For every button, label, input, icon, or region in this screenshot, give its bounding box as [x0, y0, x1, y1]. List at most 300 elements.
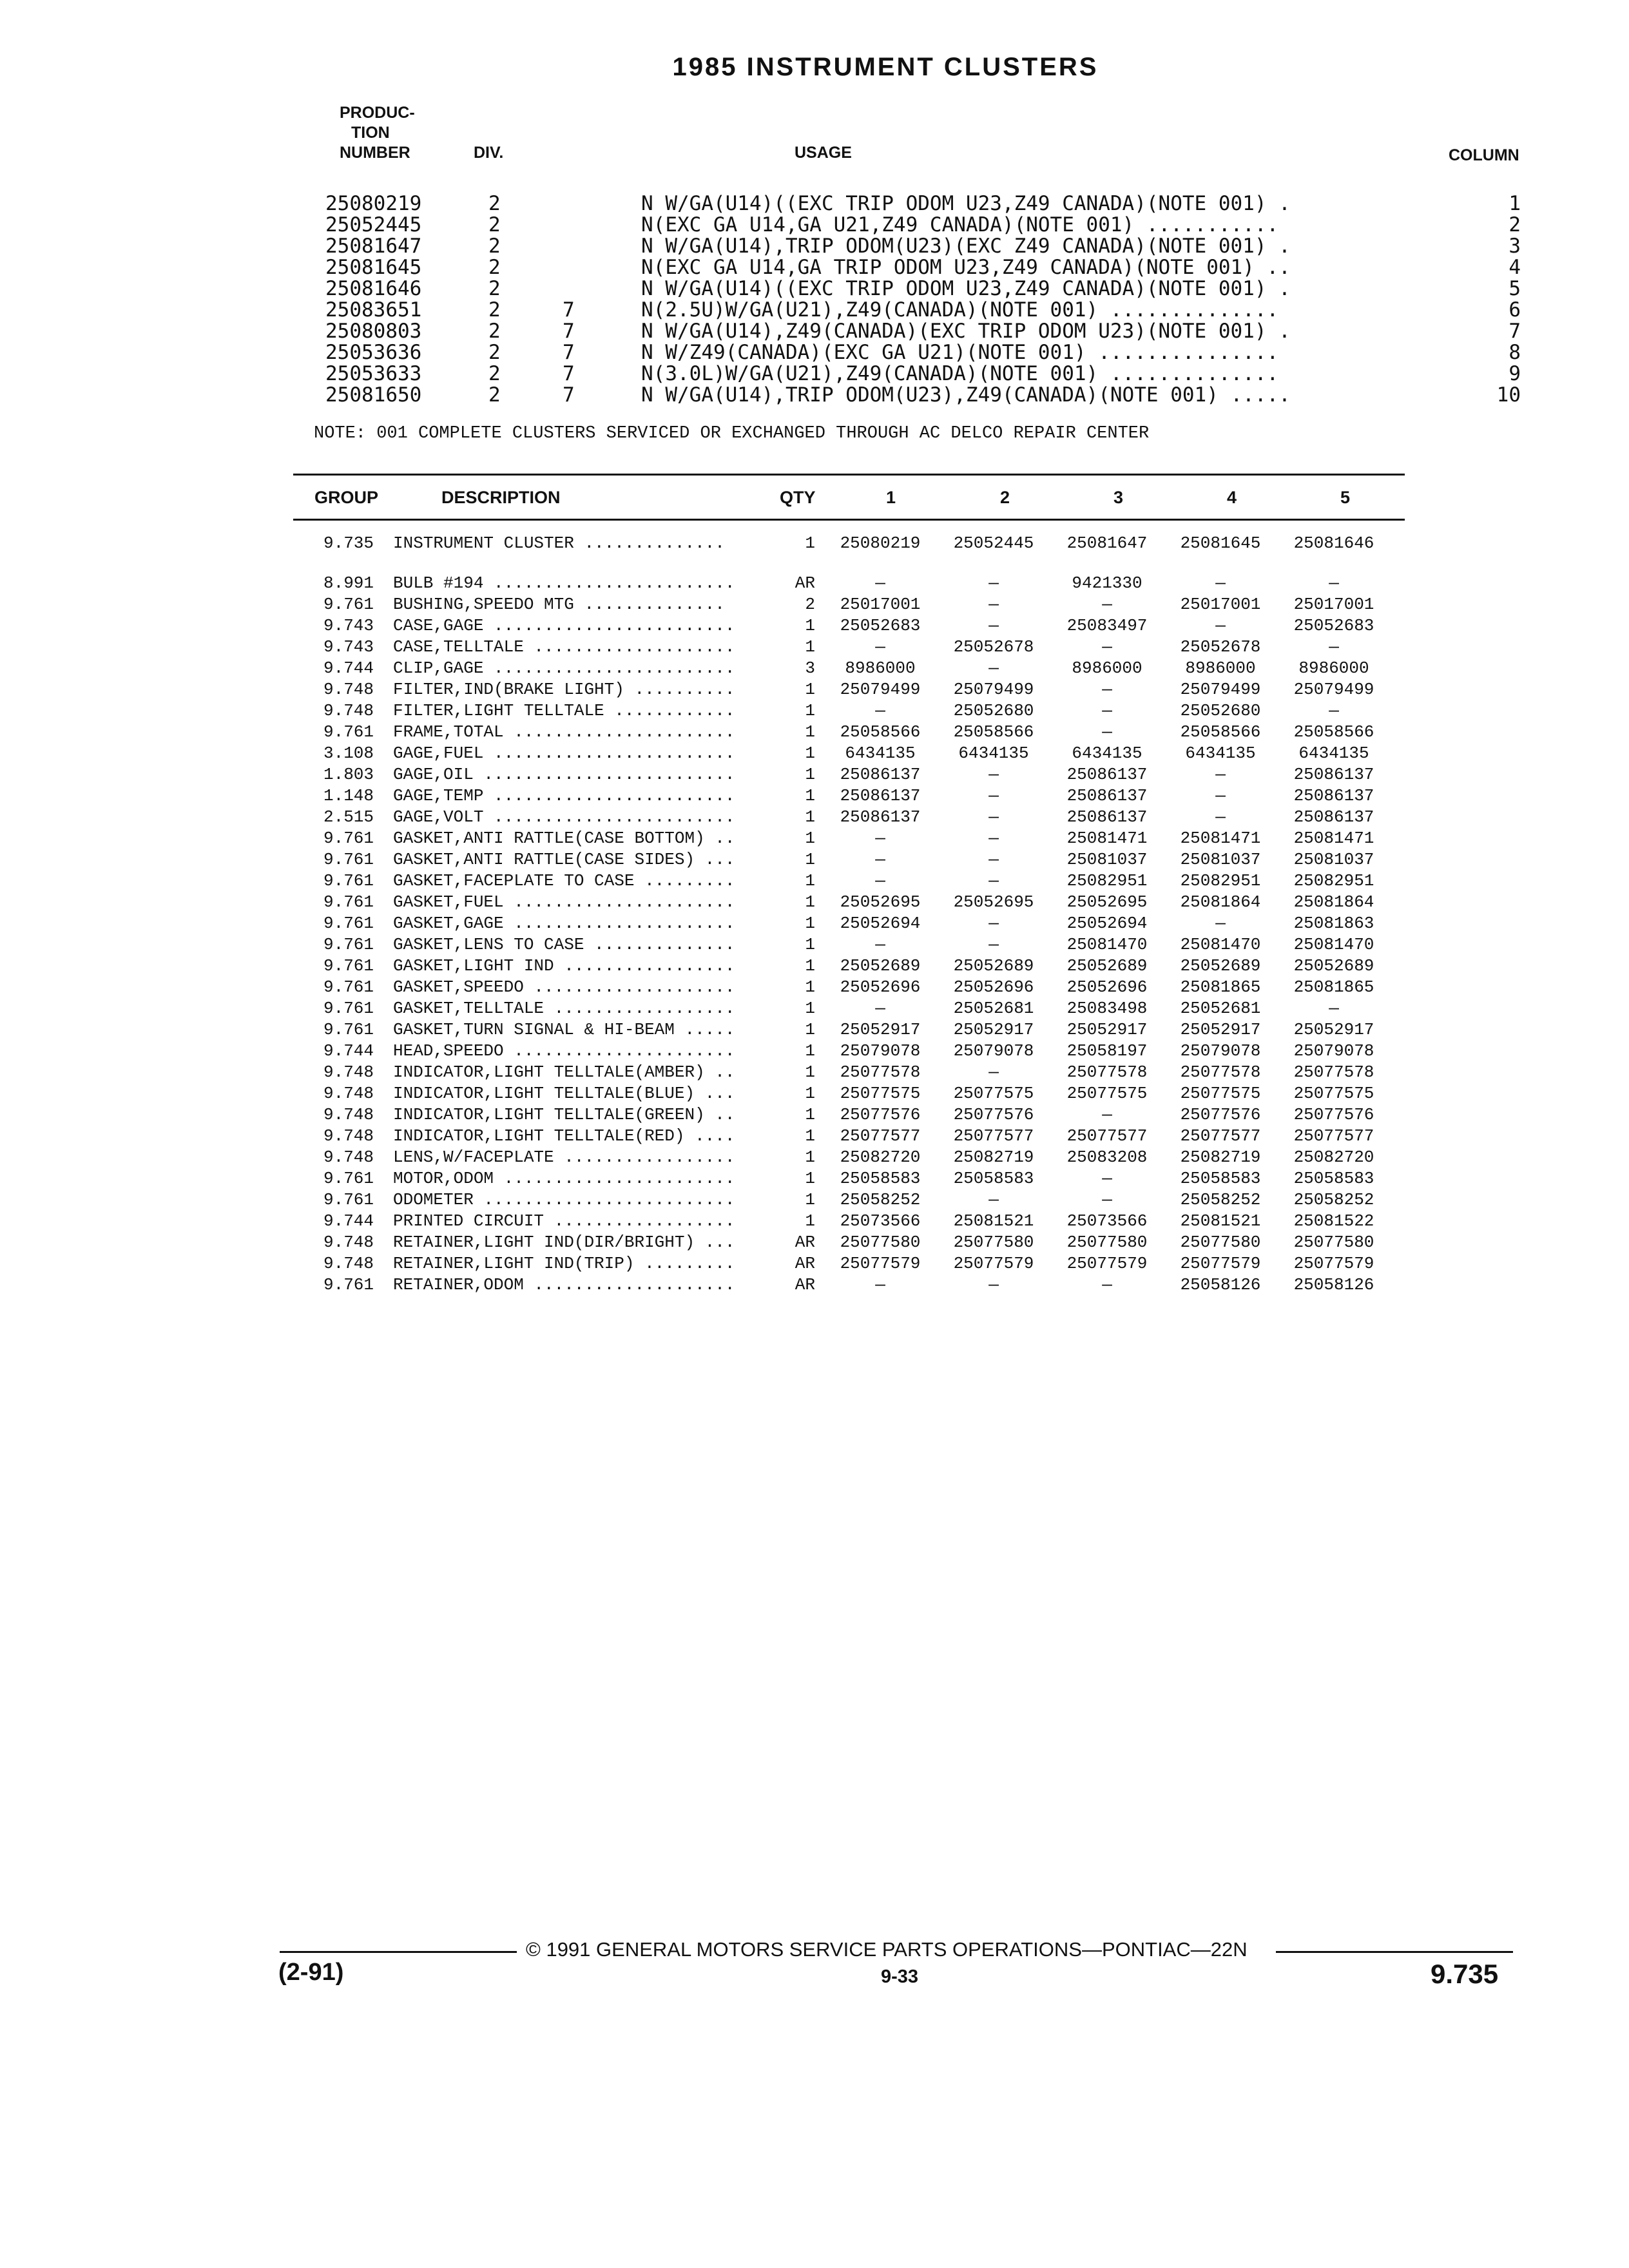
- description-cell: HEAD,SPEEDO ......................: [393, 1041, 735, 1061]
- qty-cell: 1: [805, 616, 815, 635]
- group-cell: 9.761: [323, 935, 374, 954]
- col-2-cell: 25052689: [953, 956, 1034, 975]
- column-header: COLUMN: [1449, 146, 1519, 164]
- qty-cell: 1: [805, 680, 815, 699]
- column-number: 8: [1509, 341, 1521, 364]
- prod-number-header: [340, 103, 415, 163]
- col-5-cell: —: [1329, 701, 1339, 720]
- description-cell: FILTER,LIGHT TELLTALE ............: [393, 701, 735, 720]
- description-cell: RETAINER,ODOM ....................: [393, 1275, 735, 1294]
- col-2-cell: —: [988, 850, 999, 869]
- col-3-cell: 25081470: [1066, 935, 1148, 954]
- col-1-cell: —: [875, 1275, 885, 1294]
- col-5-cell: 25081471: [1293, 829, 1374, 848]
- col-2-cell: —: [988, 595, 999, 614]
- col-5-cell: 25079499: [1293, 680, 1374, 699]
- col-1-cell: 25082720: [840, 1148, 921, 1167]
- col-5-cell: 25052683: [1293, 616, 1374, 635]
- col-1-cell: —: [875, 935, 885, 954]
- qty-cell: 3: [805, 658, 815, 678]
- group-cell: 9.748: [323, 1062, 374, 1082]
- col-1-cell: 25086137: [840, 807, 921, 827]
- col-2-cell: 25079499: [953, 680, 1034, 699]
- division-secondary: 7: [563, 362, 575, 385]
- col-2-cell: 25081521: [953, 1211, 1034, 1231]
- col-2-cell: —: [988, 914, 999, 933]
- column-number: 1: [1509, 192, 1521, 215]
- col-1-cell: 25052694: [840, 914, 921, 933]
- usage-header: USAGE: [795, 144, 852, 162]
- column-number: 3: [1509, 235, 1521, 258]
- group-cell: 9.748: [323, 1105, 374, 1124]
- col-4-cell: 25058126: [1180, 1275, 1261, 1294]
- col-2-cell: 25052695: [953, 892, 1034, 912]
- description-cell: GAGE,FUEL ........................: [393, 744, 735, 763]
- col-3-header: 3: [1113, 488, 1124, 507]
- division: 2: [488, 383, 501, 407]
- col-3-cell: 8986000: [1072, 658, 1142, 678]
- description-cell: MOTOR,ODOM .......................: [393, 1169, 735, 1188]
- col-5-cell: —: [1329, 999, 1339, 1018]
- col-1-cell: 25017001: [840, 595, 921, 614]
- column-number: 4: [1509, 256, 1521, 279]
- col-3-cell: 25086137: [1066, 765, 1148, 784]
- col-2-cell: 25058583: [953, 1169, 1034, 1188]
- column-number: 2: [1509, 213, 1521, 236]
- group-cell: 9.761: [323, 595, 374, 614]
- col-5-cell: 25081037: [1293, 850, 1374, 869]
- col-3-cell: 25083497: [1066, 616, 1148, 635]
- col-2-cell: 25052696: [953, 977, 1034, 997]
- table-header-rule: [293, 519, 1405, 521]
- col-5-cell: 25086137: [1293, 765, 1374, 784]
- division: 2: [488, 362, 501, 385]
- col-1-cell: —: [875, 871, 885, 890]
- footer-copyright: © 1991 GENERAL MOTORS SERVICE PARTS OPERATIONS—PONTIAC—22N: [526, 1938, 1248, 1961]
- production-number: 25080803: [325, 320, 422, 343]
- page-title: 1985 INSTRUMENT CLUSTERS: [672, 53, 1099, 81]
- description-cell: LENS,W/FACEPLATE .................: [393, 1148, 735, 1167]
- col-3-cell: 9421330: [1072, 573, 1142, 593]
- production-number: 25053636: [325, 341, 422, 364]
- column-number: 9: [1509, 362, 1521, 385]
- col-1-cell: 8986000: [845, 658, 916, 678]
- division: 2: [488, 256, 501, 279]
- col-2-cell: —: [988, 573, 999, 593]
- col-3-cell: 25052694: [1066, 914, 1148, 933]
- col-2-cell: 25052681: [953, 999, 1034, 1018]
- usage-text: N(EXC GA U14,GA U21,Z49 CANADA)(NOTE 001) ...........: [641, 213, 1279, 236]
- col-2-cell: 25077580: [953, 1233, 1034, 1252]
- group-cell: 9.748: [323, 1084, 374, 1103]
- col-2-header: 2: [1000, 488, 1010, 507]
- column-number: 6: [1509, 298, 1521, 322]
- col-5-cell: 8986000: [1298, 658, 1369, 678]
- qty-cell: 1: [805, 935, 815, 954]
- col-5-cell: 25077575: [1293, 1084, 1374, 1103]
- col-5-cell: 25082720: [1293, 1148, 1374, 1167]
- col-1-cell: 25077579: [840, 1254, 921, 1273]
- col-2-cell: 25058566: [953, 722, 1034, 742]
- qty-cell: 1: [805, 1062, 815, 1082]
- col-1-cell: —: [875, 573, 885, 593]
- col-2-cell: —: [988, 871, 999, 890]
- col-4-cell: 25017001: [1180, 595, 1261, 614]
- description-cell: PRINTED CIRCUIT ..................: [393, 1211, 735, 1231]
- description-cell: GASKET,TURN SIGNAL & HI-BEAM .....: [393, 1020, 735, 1039]
- usage-text: N W/GA(U14)((EXC TRIP ODOM U23,Z49 CANADA)(NOTE 001) .: [641, 192, 1291, 215]
- group-cell: 9.761: [323, 914, 374, 933]
- group-cell: 9.744: [323, 658, 374, 678]
- col-4-cell: 25077580: [1180, 1233, 1261, 1252]
- description-cell: CASE,TELLTALE ....................: [393, 637, 735, 657]
- table-top-rule: [293, 474, 1405, 476]
- col-1-cell: —: [875, 701, 885, 720]
- group-cell: 8.991: [323, 573, 374, 593]
- description-cell: GASKET,ANTI RATTLE(CASE BOTTOM) ..: [393, 829, 735, 848]
- col-4-cell: 25079078: [1180, 1041, 1261, 1061]
- col-5-cell: 25077576: [1293, 1105, 1374, 1124]
- description-cell: GASKET,TELLTALE ..................: [393, 999, 735, 1018]
- group-cell: 9.761: [323, 999, 374, 1018]
- usage-text: N(3.0L)W/GA(U21),Z49(CANADA)(NOTE 001) ..............: [641, 362, 1279, 385]
- col-4-cell: 25077579: [1180, 1254, 1261, 1273]
- group-cell: 9.748: [323, 1233, 374, 1252]
- description-cell: RETAINER,LIGHT IND(TRIP) .........: [393, 1254, 735, 1273]
- col-3-cell: 25052696: [1066, 977, 1148, 997]
- col-2-cell: —: [988, 1190, 999, 1209]
- division: 2: [488, 235, 501, 258]
- col-1-cell: 25052917: [840, 1020, 921, 1039]
- group-cell: 9.761: [323, 1275, 374, 1294]
- col-1-cell: 25077576: [840, 1105, 921, 1124]
- col-4-cell: 8986000: [1185, 658, 1256, 678]
- col-2-cell: 25079078: [953, 1041, 1034, 1061]
- col-1-cell: 25052696: [840, 977, 921, 997]
- group-cell: 9.748: [323, 1254, 374, 1273]
- qty-cell: 1: [805, 701, 815, 720]
- col-3-cell: 25077579: [1066, 1254, 1148, 1273]
- col-5-cell: 25017001: [1293, 595, 1374, 614]
- division-secondary: 7: [563, 341, 575, 364]
- description-cell: GASKET,SPEEDO ....................: [393, 977, 735, 997]
- col-1-cell: 25052683: [840, 616, 921, 635]
- qty-cell: 1: [805, 1020, 815, 1039]
- col-1-cell: 25079078: [840, 1041, 921, 1061]
- col-4-cell: 25081521: [1180, 1211, 1261, 1231]
- qty-cell: AR: [795, 1254, 815, 1273]
- qty-cell: 1: [805, 850, 815, 869]
- col-5-cell: 25081865: [1293, 977, 1374, 997]
- description-cell: GASKET,GAGE ......................: [393, 914, 735, 933]
- col-4-cell: —: [1215, 786, 1226, 805]
- group-cell: 9.761: [323, 892, 374, 912]
- col-4-cell: 25058252: [1180, 1190, 1261, 1209]
- col-1-cell: 25086137: [840, 786, 921, 805]
- col-1-cell: 25077578: [840, 1062, 921, 1082]
- col-2-cell: 25077577: [953, 1126, 1034, 1146]
- col-1-cell: 25077580: [840, 1233, 921, 1252]
- col-5-cell: —: [1329, 573, 1339, 593]
- col-2-cell: 25082719: [953, 1148, 1034, 1167]
- group-cell: 9.748: [323, 680, 374, 699]
- col-1-cell: 25052689: [840, 956, 921, 975]
- division: 2: [488, 213, 501, 236]
- group-cell: 9.761: [323, 977, 374, 997]
- col-5-cell: 6434135: [1298, 744, 1369, 763]
- div-header: DIV.: [474, 144, 504, 162]
- qty-cell: 1: [805, 829, 815, 848]
- col-3-cell: 25058197: [1066, 1041, 1148, 1061]
- qty-cell: 1: [805, 871, 815, 890]
- production-number: 25081647: [325, 235, 422, 258]
- col-4-cell: 25082951: [1180, 871, 1261, 890]
- qty-cell: 1: [805, 1211, 815, 1231]
- description-cell: FRAME,TOTAL ......................: [393, 722, 735, 742]
- col-4-cell: 25077578: [1180, 1062, 1261, 1082]
- group-cell: 9.744: [323, 1041, 374, 1061]
- col-2-cell: —: [988, 1275, 999, 1294]
- col-1-cell: 6434135: [845, 744, 916, 763]
- group-cell: 2.515: [323, 807, 374, 827]
- footer-date: (2-91): [278, 1959, 344, 1986]
- qty-cell: 1: [805, 1041, 815, 1061]
- division: 2: [488, 341, 501, 364]
- col-3-cell: 25082951: [1066, 871, 1148, 890]
- col-4-cell: —: [1215, 573, 1226, 593]
- col-3-cell: 6434135: [1072, 744, 1142, 763]
- col-4-cell: 25081471: [1180, 829, 1261, 848]
- production-number: 25052445: [325, 213, 422, 236]
- col-1-cell: —: [875, 999, 885, 1018]
- group-cell: 9.735: [323, 533, 374, 553]
- col-5-cell: 25081863: [1293, 914, 1374, 933]
- group-cell: 9.761: [323, 871, 374, 890]
- col-5-header: 5: [1340, 488, 1351, 507]
- description-cell: GAGE,VOLT ........................: [393, 807, 735, 827]
- col-3-cell: 25052689: [1066, 956, 1148, 975]
- col-2-cell: 6434135: [958, 744, 1029, 763]
- group-cell: 9.761: [323, 1190, 374, 1209]
- usage-text: N W/Z49(CANADA)(EXC GA U21)(NOTE 001) ...............: [641, 341, 1279, 364]
- qty-col-header: QTY: [780, 488, 816, 507]
- description-cell: GASKET,ANTI RATTLE(CASE SIDES) ...: [393, 850, 735, 869]
- description-cell: INDICATOR,LIGHT TELLTALE(BLUE) ...: [393, 1084, 735, 1103]
- description-cell: RETAINER,LIGHT IND(DIR/BRIGHT) ...: [393, 1233, 735, 1252]
- description-cell: GASKET,LENS TO CASE ..............: [393, 935, 735, 954]
- col-2-cell: 25077579: [953, 1254, 1034, 1273]
- col-5-cell: 25081522: [1293, 1211, 1374, 1231]
- col-3-cell: —: [1102, 637, 1112, 657]
- description-cell: GASKET,LIGHT IND .................: [393, 956, 735, 975]
- prod-number-header-line2: TION: [351, 124, 390, 142]
- col-3-cell: 25073566: [1066, 1211, 1148, 1231]
- qty-cell: 1: [805, 999, 815, 1018]
- description-cell: GASKET,FUEL ......................: [393, 892, 735, 912]
- col-2-cell: —: [988, 807, 999, 827]
- col-5-cell: —: [1329, 637, 1339, 657]
- col-2-cell: 25052917: [953, 1020, 1034, 1039]
- group-cell: 9.748: [323, 701, 374, 720]
- col-4-cell: 25058566: [1180, 722, 1261, 742]
- group-cell: 9.743: [323, 616, 374, 635]
- col-3-cell: 25081037: [1066, 850, 1148, 869]
- prod-number-header-line3: NUMBER: [340, 144, 410, 162]
- qty-cell: 1: [805, 744, 815, 763]
- col-5-cell: 25077579: [1293, 1254, 1374, 1273]
- production-number: 25081646: [325, 277, 422, 300]
- qty-cell: 1: [805, 765, 815, 784]
- col-4-cell: 25052681: [1180, 999, 1261, 1018]
- usage-text: N W/GA(U14)((EXC TRIP ODOM U23,Z49 CANADA)(NOTE 001) .: [641, 277, 1291, 300]
- qty-cell: 1: [805, 807, 815, 827]
- description-cell: GAGE,TEMP ........................: [393, 786, 735, 805]
- col-2-cell: 25077575: [953, 1084, 1034, 1103]
- production-number: 25080219: [325, 192, 422, 215]
- usage-text: N W/GA(U14),TRIP ODOM(U23),Z49(CANADA)(NOTE 001) .....: [641, 383, 1291, 407]
- col-2-cell: 25077576: [953, 1105, 1034, 1124]
- col-3-cell: 25052917: [1066, 1020, 1148, 1039]
- col-1-cell: 25079499: [840, 680, 921, 699]
- description-col-header: DESCRIPTION: [441, 488, 561, 507]
- col-4-cell: 25052689: [1180, 956, 1261, 975]
- col-4-cell: —: [1215, 765, 1226, 784]
- qty-cell: AR: [795, 1233, 815, 1252]
- col-4-cell: 25052917: [1180, 1020, 1261, 1039]
- col-5-cell: 25077580: [1293, 1233, 1374, 1252]
- col-1-header: 1: [886, 488, 896, 507]
- qty-cell: 1: [805, 1169, 815, 1188]
- col-5-cell: 25079078: [1293, 1041, 1374, 1061]
- col-4-cell: 25077575: [1180, 1084, 1261, 1103]
- description-cell: INSTRUMENT CLUSTER ..............: [393, 533, 725, 553]
- col-3-cell: 25083208: [1066, 1148, 1148, 1167]
- col-3-cell: 25052695: [1066, 892, 1148, 912]
- qty-cell: 1: [805, 1105, 815, 1124]
- division: 2: [488, 298, 501, 322]
- col-1-cell: 25077577: [840, 1126, 921, 1146]
- col-3-cell: —: [1102, 595, 1112, 614]
- qty-cell: 1: [805, 914, 815, 933]
- description-cell: BULB #194 ........................: [393, 573, 735, 593]
- qty-cell: 1: [805, 1126, 815, 1146]
- description-cell: BUSHING,SPEEDO MTG ..............: [393, 595, 725, 614]
- footer-section-number: 9.735: [1431, 1959, 1499, 1989]
- col-3-cell: 25081647: [1066, 533, 1148, 553]
- col-4-cell: 25052680: [1180, 701, 1261, 720]
- group-cell: 9.761: [323, 829, 374, 848]
- col-1-cell: —: [875, 850, 885, 869]
- division-secondary: 7: [563, 298, 575, 322]
- group-cell: 9.743: [323, 637, 374, 657]
- col-3-cell: —: [1102, 680, 1112, 699]
- col-1-cell: 25058583: [840, 1169, 921, 1188]
- col-2-cell: —: [988, 1062, 999, 1082]
- col-3-cell: 25083498: [1066, 999, 1148, 1018]
- col-4-cell: —: [1215, 914, 1226, 933]
- group-col-header: GROUP: [314, 488, 379, 507]
- group-cell: 9.744: [323, 1211, 374, 1231]
- usage-text: N W/GA(U14),TRIP ODOM(U23)(EXC Z49 CANADA)(NOTE 001) .: [641, 235, 1291, 258]
- col-3-cell: 25086137: [1066, 807, 1148, 827]
- group-cell: 9.761: [323, 722, 374, 742]
- division: 2: [488, 277, 501, 300]
- col-2-cell: —: [988, 658, 999, 678]
- note-text: NOTE: 001 COMPLETE CLUSTERS SERVICED OR EXCHANGED THROUGH AC DELCO REPAIR CENTER: [314, 424, 1150, 443]
- col-4-cell: —: [1215, 616, 1226, 635]
- qty-cell: 1: [805, 1084, 815, 1103]
- usage-text: N W/GA(U14),Z49(CANADA)(EXC TRIP ODOM U23)(NOTE 001) .: [641, 320, 1291, 343]
- col-3-cell: —: [1102, 1105, 1112, 1124]
- col-5-cell: 25058566: [1293, 722, 1374, 742]
- usage-text: N(2.5U)W/GA(U21),Z49(CANADA)(NOTE 001) ..............: [641, 298, 1279, 322]
- col-4-cell: 25077577: [1180, 1126, 1261, 1146]
- footer-left-rule: [280, 1951, 517, 1953]
- prod-number-header-line1: PRODUC-: [340, 104, 415, 122]
- col-3-cell: —: [1102, 701, 1112, 720]
- description-cell: INDICATOR,LIGHT TELLTALE(AMBER) ..: [393, 1062, 735, 1082]
- col-5-cell: 25058252: [1293, 1190, 1374, 1209]
- division: 2: [488, 320, 501, 343]
- production-number: 25083651: [325, 298, 422, 322]
- col-4-cell: 25077576: [1180, 1105, 1261, 1124]
- col-4-cell: 25081037: [1180, 850, 1261, 869]
- col-3-cell: —: [1102, 1275, 1112, 1294]
- group-cell: 1.148: [323, 786, 374, 805]
- qty-cell: 1: [805, 1148, 815, 1167]
- description-cell: GASKET,FACEPLATE TO CASE .........: [393, 871, 735, 890]
- group-cell: 1.803: [323, 765, 374, 784]
- col-4-cell: —: [1215, 807, 1226, 827]
- qty-cell: 1: [805, 892, 815, 912]
- division: 2: [488, 192, 501, 215]
- col-4-cell: 25082719: [1180, 1148, 1261, 1167]
- col-4-cell: 25081864: [1180, 892, 1261, 912]
- division-secondary: 7: [563, 320, 575, 343]
- col-5-cell: 25077578: [1293, 1062, 1374, 1082]
- description-cell: CLIP,GAGE ........................: [393, 658, 735, 678]
- col-2-cell: —: [988, 786, 999, 805]
- col-1-cell: 25080219: [840, 533, 921, 553]
- col-2-cell: —: [988, 829, 999, 848]
- qty-cell: 1: [805, 786, 815, 805]
- col-3-cell: 25077578: [1066, 1062, 1148, 1082]
- column-number: 10: [1496, 383, 1521, 407]
- production-number: 25053633: [325, 362, 422, 385]
- col-2-cell: —: [988, 616, 999, 635]
- group-cell: 9.761: [323, 850, 374, 869]
- col-3-cell: 25077577: [1066, 1126, 1148, 1146]
- col-5-cell: 25052917: [1293, 1020, 1374, 1039]
- qty-cell: AR: [795, 573, 815, 593]
- col-1-cell: —: [875, 637, 885, 657]
- col-2-cell: 25052678: [953, 637, 1034, 657]
- division-secondary: 7: [563, 383, 575, 407]
- qty-cell: 1: [805, 722, 815, 742]
- usage-text: N(EXC GA U14,GA TRIP ODOM U23,Z49 CANADA)(NOTE 001) ..: [641, 256, 1291, 279]
- col-1-cell: 25086137: [840, 765, 921, 784]
- description-cell: INDICATOR,LIGHT TELLTALE(GREEN) ..: [393, 1105, 735, 1124]
- column-number: 7: [1509, 320, 1521, 343]
- col-1-cell: 25077575: [840, 1084, 921, 1103]
- qty-cell: 1: [805, 977, 815, 997]
- col-2-cell: —: [988, 935, 999, 954]
- col-2-cell: 25052445: [953, 533, 1034, 553]
- col-4-header: 4: [1227, 488, 1237, 507]
- col-4-cell: 25058583: [1180, 1169, 1261, 1188]
- production-number: 25081650: [325, 383, 422, 407]
- qty-cell: 1: [805, 956, 815, 975]
